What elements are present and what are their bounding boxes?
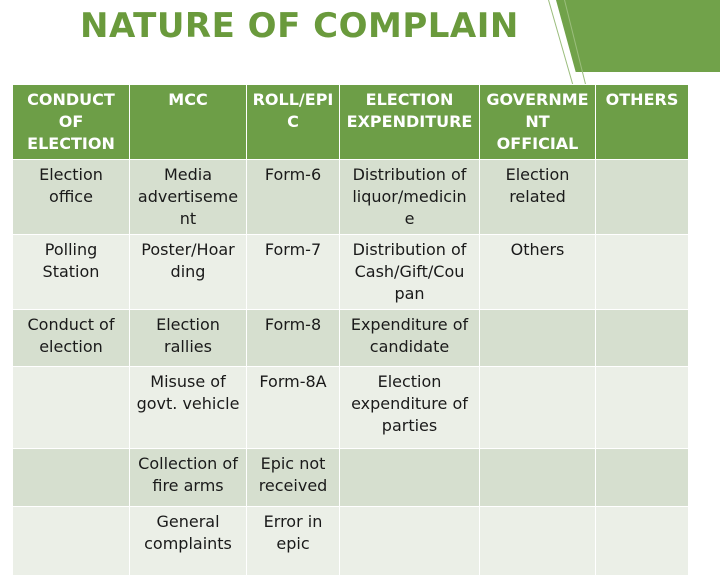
table-cell: Election rallies [130,310,247,367]
column-header-mcc: MCC [130,85,247,160]
table-cell: Conduct of election [13,310,130,367]
table-cell [596,367,689,449]
table-row [13,449,689,507]
table-cell: Form-8 [247,310,340,367]
table-cell [480,367,596,449]
column-header-conduct: CONDUCT OF ELECTION [13,85,130,160]
table-cell [596,449,689,507]
table-cell: Form-6 [247,160,340,235]
table-cell: Form-7 [247,235,340,310]
table-row [13,160,689,235]
table-cell: Poster/Hoar ding [130,235,247,310]
table-cell: Election office [13,160,130,235]
table-cell: Misuse of govt. vehicle [130,367,247,449]
table-cell: General complaints [130,507,247,576]
column-header-roll-epic: ROLL/EPI C [247,85,340,160]
table-cell: Collection of fire arms [130,449,247,507]
table-cell [340,449,480,507]
table-cell [596,235,689,310]
table-cell: Epic not received [247,449,340,507]
table-cell: Form-8A [247,367,340,449]
table-row [13,507,689,576]
table-cell [596,507,689,576]
table-cell: Distribution of liquor/medicin e [340,160,480,235]
table-cell [480,310,596,367]
table-cell: Others [480,235,596,310]
table-cell: Error in epic [247,507,340,576]
table-cell [13,367,130,449]
table-cell: Election expenditure of parties [340,367,480,449]
table-cell [480,449,596,507]
table-cell: Expenditure of candidate [340,310,480,367]
table-cell: Election related [480,160,596,235]
corner-decoration [556,0,720,72]
column-header-others: OTHERS [596,85,689,160]
column-header-expenditure: ELECTION EXPENDITURE [340,85,480,160]
header-row [13,85,689,160]
page-title: NATURE OF COMPLAIN [80,6,519,46]
table-cell: Polling Station [13,235,130,310]
table-row [13,367,689,449]
table-cell [340,507,480,576]
column-header-government: GOVERNME NT OFFICIAL [480,85,596,160]
table-cell: Distribution of Cash/Gift/Cou pan [340,235,480,310]
table-cell [13,449,130,507]
table-cell [596,160,689,235]
table-row [13,310,689,367]
table-cell [13,507,130,576]
table-cell [480,507,596,576]
table-cell: Media advertiseme nt [130,160,247,235]
table-cell [596,310,689,367]
table-row [13,235,689,310]
complaint-table [12,84,689,576]
